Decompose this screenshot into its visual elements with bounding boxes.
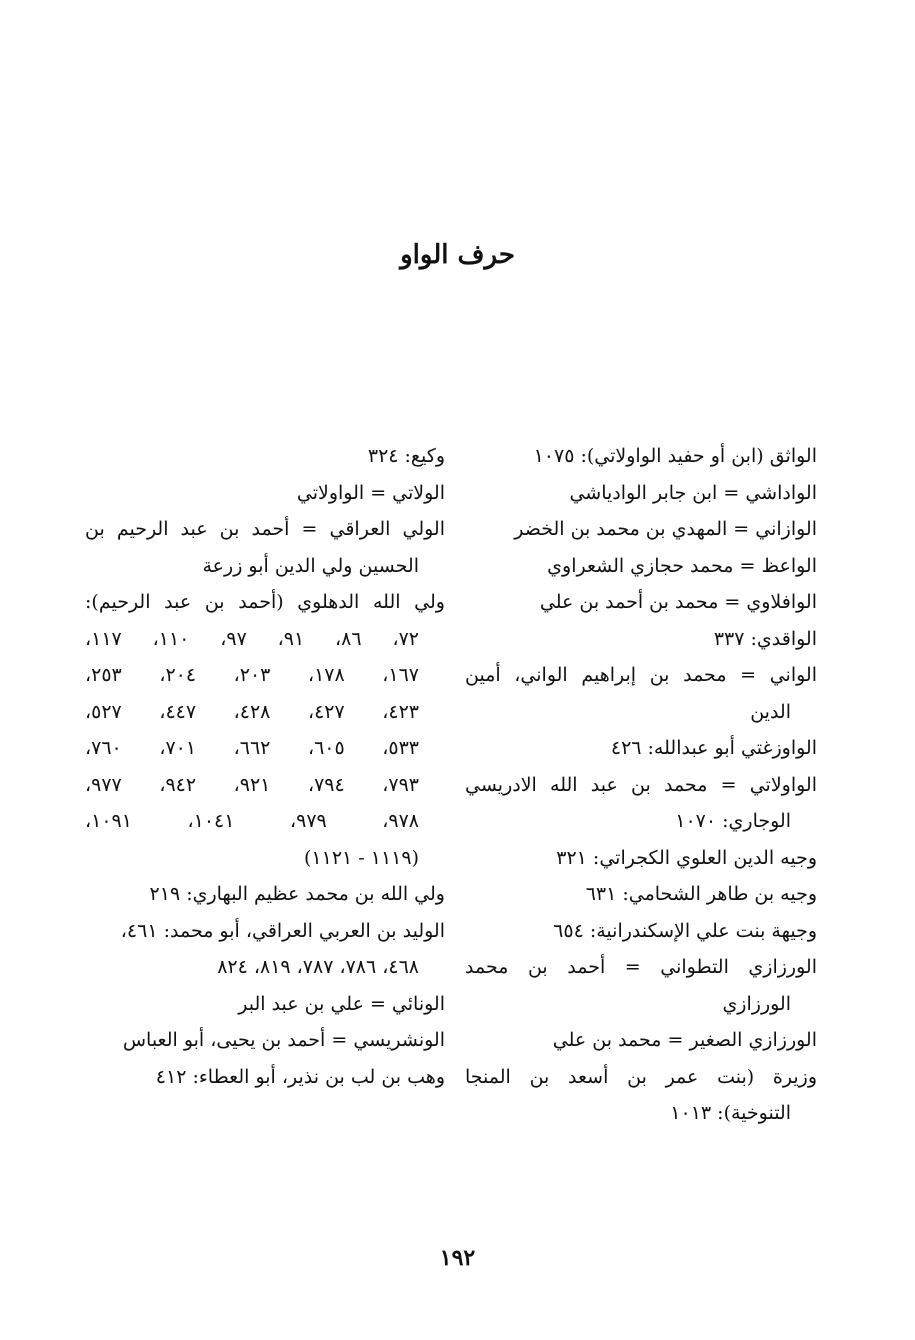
- page-title: حرف الواو: [400, 240, 515, 270]
- index-entry-continuation: الوجاري: ١٠٧٠: [675, 810, 791, 832]
- index-entry-continuation: ٤٦٨، ٧٨٦، ٧٨٧، ٨١٩، ٨٢٤: [217, 956, 419, 978]
- index-entry: الوازاني = المهدي بن محمد بن الخضر: [514, 518, 817, 540]
- index-entry-continuation: الحسين ولي الدين أبو زرعة: [202, 554, 419, 577]
- index-entry-continuation: ٤٢٣، ٤٢٧، ٤٢٨، ٤٤٧، ٥٢٧،: [85, 700, 420, 723]
- index-entry: الواثق (ابن أو حفيد الواولاتي): ١٠٧٥: [533, 445, 817, 467]
- index-entry: وجيه الدين العلوي الكجراتي: ٣٢١: [556, 846, 817, 869]
- index-entry: ولي الله الدهلوي (أحمد بن عبد الرحيم):: [85, 591, 445, 613]
- index-entry: الورزازي التطواني = أحمد بن محمد: [465, 956, 817, 978]
- index-entry-continuation: الورزازي: [722, 992, 791, 1015]
- index-entry: الورزازي الصغير = محمد بن علي: [552, 1029, 817, 1051]
- index-entry: الواولاتي = محمد بن عبد الله الادريسي: [465, 773, 817, 796]
- index-entry: الواقدي: ٣٣٧: [713, 627, 817, 650]
- index-column-left: [85, 438, 445, 1095]
- index-entry: وجيه بن طاهر الشحامي: ٦٣١: [585, 883, 817, 905]
- index-entry-continuation: الدين: [750, 700, 791, 723]
- index-entry: الواعظ = محمد حجازي الشعراوي: [547, 554, 817, 577]
- index-entry: ولي الله بن محمد عظيم البهاري: ٢١٩: [149, 883, 445, 905]
- index-entry-continuation: التنوخية): ١٠١٣: [670, 1102, 791, 1124]
- page-number: ١٩٢: [439, 1245, 476, 1271]
- index-entry: وجيهة بنت علي الإسكندرانية: ٦٥٤: [553, 919, 817, 942]
- index-entry-continuation: ٧٢، ٨٦، ٩١، ٩٧، ١١٠، ١١٧،: [85, 627, 419, 650]
- index-entry: وكيع: ٣٢٤: [367, 445, 445, 467]
- index-entry: الونائي = علي بن عبد البر: [238, 992, 445, 1015]
- index-entry: وهب بن لب بن نذير، أبو العطاء: ٤١٢: [155, 1065, 445, 1088]
- index-entry-continuation: ٥٣٣، ٦٠٥، ٦٦٢، ٧٠١، ٧٦٠،: [85, 737, 420, 759]
- index-entry: الونشريسي = أحمد بن يحيى، أبو العباس: [122, 1029, 445, 1051]
- index-entry-continuation: ٩٧٨، ٩٧٩، ١٠٤١، ١٠٩١،: [85, 810, 420, 832]
- index-entry-continuation: ١٦٧، ١٧٨، ٢٠٣، ٢٠٤، ٢٥٣،: [85, 664, 420, 686]
- index-entry: الولي العراقي = أحمد بن عبد الرحيم بن: [85, 518, 445, 540]
- index-entry: الوليد بن العربي العراقي، أبو محمد: ٤٦١،: [120, 919, 445, 942]
- index-entry-continuation: (١١١٩ - ١١٢١): [304, 846, 419, 869]
- index-entry: الواني = محمد بن إبراهيم الواني، أمين: [465, 664, 817, 686]
- index-entry-continuation: ٧٩٣، ٧٩٤، ٩٢١، ٩٤٢، ٩٧٧،: [85, 773, 420, 796]
- index-column-right: [465, 438, 817, 1132]
- index-entry: الواداشي = ابن جابر الوادياشي: [569, 481, 817, 504]
- index-entry: الواوزغتي أبو عبدالله: ٤٢٦: [610, 737, 817, 759]
- index-entry: وزيرة (بنت عمر بن أسعد بن المنجا: [465, 1065, 817, 1088]
- index-entry: الولاتي = الواولاتي: [296, 481, 445, 504]
- index-entry: الوافلاوي = محمد بن أحمد بن علي: [539, 591, 817, 613]
